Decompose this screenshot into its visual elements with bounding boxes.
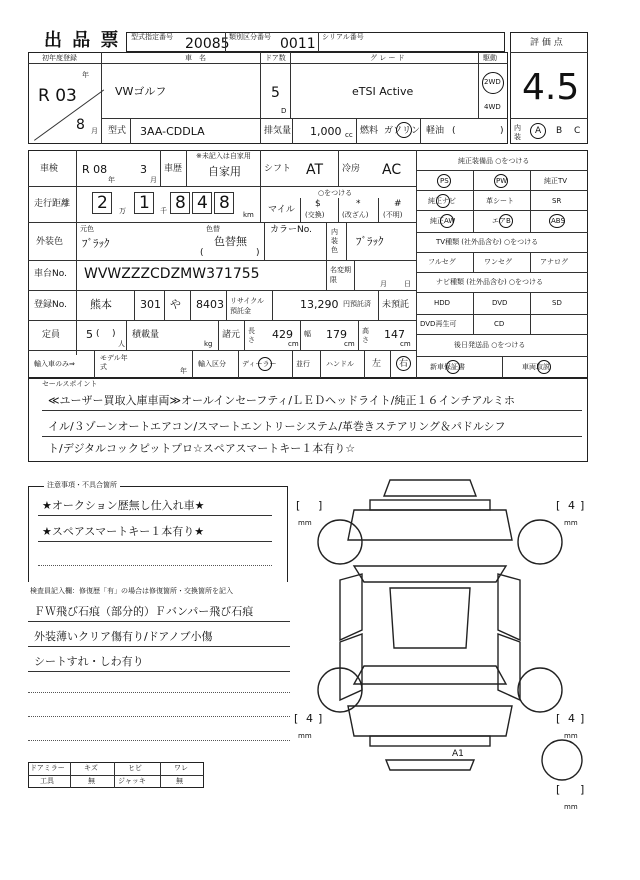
shaken-value: R 08 <box>82 163 108 176</box>
load-label: 積載量 <box>132 330 160 340</box>
first-reg-year: R 03 <box>38 86 77 106</box>
interior-b: B <box>556 126 563 136</box>
equip-airbag-circle <box>499 214 513 228</box>
sales-line-2: イル/３ゾーンオートエアコン/スマートエントリーシステム/革巻きステアリング＆パドルシフ <box>48 420 506 433</box>
month-unit: 月 <box>91 127 98 135</box>
handle-right: 右 <box>399 359 409 369</box>
drive-2wd: 2WD <box>484 78 501 86</box>
reg-area: 熊本 <box>90 298 112 311</box>
dealer-option: ディーラー <box>242 360 277 368</box>
equip-pw-circle <box>494 174 508 188</box>
model-code: 3AA-CDDLA <box>140 125 205 138</box>
navi-sd: SD <box>552 299 562 307</box>
import-label: 輸入車のみ⇒ <box>34 360 75 368</box>
legend-jack-value: 無 <box>176 777 183 785</box>
tire-rr-bracket-close: ] <box>580 712 585 725</box>
notes-line-2: ★スペアスマートキー１本有り★ <box>42 525 205 538</box>
drive-4wd: 4WD <box>484 103 501 111</box>
sales-label: セールスポイント <box>42 380 98 388</box>
left-rear-door <box>340 634 362 700</box>
rename-label: 名変期限 <box>330 266 351 284</box>
tv-oneseg: ワンセグ <box>484 258 512 266</box>
navi-dvd: DVD <box>492 299 508 307</box>
mile-label: マイル <box>268 205 295 215</box>
inspector-line-2: 外装薄いクリア傷有り/ドアノブ小傷 <box>34 630 213 643</box>
swap-symbol: $ <box>315 199 321 209</box>
displacement-value: 1,000 <box>310 125 342 138</box>
equip-pw: PW <box>496 177 508 185</box>
wheel-front-left <box>318 520 362 564</box>
equip-tv: 純正TV <box>544 177 568 185</box>
rename-month: 月 <box>380 280 387 288</box>
class-no: 0011 <box>280 36 316 52</box>
equipment-header: 純正装備品 ○をつける <box>458 157 530 165</box>
door-suffix: D <box>281 107 287 115</box>
mileage-label: 走行距離 <box>34 199 71 209</box>
cooler-label: 冷房 <box>342 164 361 174</box>
grade-label: グ レ ー ド <box>370 54 405 62</box>
shaken-month-unit: 月 <box>150 176 157 184</box>
length-label: 長さ <box>248 327 255 344</box>
color-change-label: 色替 <box>206 225 220 233</box>
car-diagram <box>290 470 630 820</box>
history-value: 自家用 <box>208 165 241 178</box>
legend-tools: 工具 <box>40 777 54 785</box>
equip-airbag: エアB <box>492 217 511 225</box>
left-front-door <box>340 574 362 640</box>
width-label: 幅 <box>304 330 311 338</box>
length-value: 429 <box>272 328 293 341</box>
tire-rl-mm: mm <box>298 732 312 740</box>
notes-label: 注意事項・不具合箇所 <box>44 482 120 489</box>
fuel-circle <box>396 122 412 138</box>
recycle-amount: 13,290 <box>300 298 339 311</box>
equip-aw-circle <box>440 214 454 228</box>
inspector-label: 検査員記入欄：修復歴「有」の場合は修復箇所・交換箇所を記入 <box>30 587 233 595</box>
length-cm: cm <box>288 340 299 348</box>
capacity-value: 5 <box>86 328 93 341</box>
tamper-label: (改ざん) <box>342 211 369 219</box>
damage-mark-a1: A1 <box>452 749 464 759</box>
legend-jack: ジャッキ <box>118 777 146 785</box>
inspector-line-3: シートすれ・しわ有り <box>34 655 144 668</box>
legend-tools-value: 無 <box>88 777 95 785</box>
tire-fl-mm: mm <box>298 519 312 527</box>
type-cert-label: 型式指定番号 <box>131 33 173 41</box>
dealer-circle <box>258 357 272 371</box>
roof-outline <box>384 480 476 496</box>
tire-spare-bracket-close: ] <box>580 783 585 796</box>
car-name-label: 車 名 <box>185 54 206 62</box>
outer-color-label: 外装色 <box>36 237 64 247</box>
inspector-line-1: ＦＷ飛び石痕（部分的）Ｆバンパー飛び石痕 <box>34 605 254 618</box>
regno-label: 登録No. <box>34 300 67 310</box>
light-oil-label: 軽油 <box>426 126 445 136</box>
model-year-label: モデル年式 <box>100 354 128 371</box>
roof-panel <box>390 588 470 648</box>
trunk-outline <box>348 706 512 736</box>
shaken-year-unit: 年 <box>108 176 115 184</box>
tire-rl-bracket: [ <box>294 712 299 725</box>
color-change-value: 色替無 <box>214 235 247 248</box>
color-paren-open: ( <box>200 248 204 258</box>
doors-label: ドア数 <box>265 54 286 62</box>
equip-navi-circle <box>436 194 450 208</box>
legend-scratch: キズ <box>84 764 98 772</box>
cc-unit: cc <box>345 131 353 139</box>
tv-fullseg: フルセグ <box>428 258 456 266</box>
orig-color-label: 元色 <box>80 225 94 233</box>
tire-rr-bracket: [ <box>556 712 561 725</box>
equip-abs-circle <box>549 214 565 228</box>
equip-aw: 純正AW <box>430 217 456 225</box>
height-cm: cm <box>400 340 411 348</box>
interior-a: A <box>535 126 542 136</box>
legend-break: ワレ <box>174 764 188 772</box>
width-value: 179 <box>326 328 347 341</box>
grade-value: eTSI Active <box>352 85 414 98</box>
displacement-label: 排気量 <box>264 126 292 136</box>
light-oil-bracket-open: ( <box>452 126 456 136</box>
tire-fr-value: 4 <box>568 499 575 512</box>
navi-cd: CD <box>494 320 505 328</box>
windshield-outline <box>354 566 506 582</box>
height-value: 147 <box>384 328 405 341</box>
legend-crack: ヒビ <box>128 764 142 772</box>
color-no-label: カラーNo. <box>270 225 312 235</box>
mileage-digit-2: 1 <box>139 193 150 213</box>
fuel-label: 燃料 <box>360 126 379 136</box>
handle-label: ハンドル <box>326 360 354 368</box>
height-label: 高さ <box>362 327 369 344</box>
year-unit: 年 <box>82 71 89 79</box>
reg-number: 8403 <box>196 298 224 311</box>
tire-spare-bracket: [ <box>556 783 561 796</box>
shift-value: AT <box>306 162 324 178</box>
navi-header: ナビ種類 (社外品含む) ○をつける <box>436 278 544 286</box>
history-label: 車歴 <box>164 164 183 174</box>
bumper-rear <box>370 736 490 746</box>
tire-rr-value: 4 <box>568 712 575 725</box>
capacity-paren-open: ( <box>96 329 100 339</box>
reg-kana: や <box>170 298 181 311</box>
tire-fl-bracket-close: ] <box>318 499 323 512</box>
equip-ps: PS <box>440 177 449 185</box>
tamper-symbol: * <box>356 199 361 209</box>
tsukeru-label: ○をつける <box>318 189 353 197</box>
shaken-month-value: 3 <box>140 163 147 176</box>
wheel-front-right <box>518 520 562 564</box>
model-label: 型式 <box>108 126 127 136</box>
later-warranty-circle <box>446 360 460 374</box>
unknown-label: (不明) <box>383 211 403 219</box>
notes-line-1: ★オークション歴無し仕入れ車★ <box>42 499 205 512</box>
inner-color-label: 内装色 <box>331 228 338 254</box>
vin-value: WVWZZZCDZMW371755 <box>84 266 260 282</box>
light-oil-bracket-close: ) <box>500 126 504 136</box>
tire-rr-mm: mm <box>564 732 578 740</box>
serial-label: シリアル番号 <box>322 33 364 41</box>
hood-outline <box>348 510 512 540</box>
man-unit: 万 <box>119 207 126 215</box>
later-manual-circle <box>537 360 551 374</box>
mileage-digit-5: 8 <box>219 193 230 213</box>
tire-fl-bracket: [ <box>296 499 301 512</box>
tire-fr-mm: mm <box>564 519 578 527</box>
car-name: VWゴルフ <box>115 85 167 98</box>
recycle-label: リサイクル預託金 <box>230 297 265 315</box>
handle-left: 左 <box>372 359 382 369</box>
parallel-option: 並行 <box>296 360 310 368</box>
reg-class: 301 <box>140 298 161 311</box>
rear-window-outline <box>354 666 506 684</box>
kg-unit: kg <box>204 340 213 348</box>
recycle-unit: 円預託済 <box>343 300 371 308</box>
type-cert-no: 20085 <box>185 36 230 52</box>
sales-line-1: ≪ユーザー買取入庫車両≫オールインセーフティ/ＬＥＤヘッドライト/純正１６インチアルミホ <box>48 394 516 407</box>
first-reg-month: 8 <box>76 117 85 133</box>
equip-abs: ABS <box>551 217 565 225</box>
equip-navi: 純正ナビ <box>428 197 456 205</box>
sen-unit: 千 <box>160 207 167 215</box>
class-label: 類別区分番号 <box>229 33 271 41</box>
cooler-value: AC <box>382 162 402 178</box>
doors-value: 5 <box>271 85 280 101</box>
tire-rl-value: 4 <box>306 712 313 725</box>
swap-label: (交換) <box>305 211 325 219</box>
mileage-digit-1: 2 <box>97 193 108 213</box>
unpaid-label: 未預託 <box>382 300 410 310</box>
mileage-digit-3: 8 <box>175 193 186 213</box>
inner-color: ﾌﾞﾗｯｸ <box>356 235 384 248</box>
wheel-spare <box>542 740 582 780</box>
equip-ps-circle <box>437 174 451 188</box>
capacity-paren-close: ) <box>112 329 116 339</box>
tire-rl-bracket-close: ] <box>318 712 323 725</box>
navi-dvd-play: DVD再生可 <box>420 320 457 328</box>
vin-label: 車台No. <box>34 269 67 279</box>
rename-day: 日 <box>404 280 411 288</box>
outer-color: ﾌﾞﾗｯｸ <box>82 237 110 250</box>
color-paren-close: ) <box>256 248 260 258</box>
drive-label: 駆動 <box>483 54 497 62</box>
first-reg-label: 初年度登録 <box>42 54 77 62</box>
person-unit: 人 <box>118 340 125 348</box>
import-class-label: 輸入区分 <box>198 360 226 368</box>
width-cm: cm <box>344 340 355 348</box>
later-warranty: 新車保証書 <box>430 363 465 371</box>
later-manual: 車両取説 <box>522 363 550 371</box>
km-unit: km <box>243 211 254 219</box>
shift-label: シフト <box>264 164 292 174</box>
history-note: ※未記入は自家用 <box>196 152 251 160</box>
rear-panel <box>386 760 474 770</box>
interior-c: C <box>574 126 581 136</box>
score-value: 4.5 <box>522 67 580 108</box>
form-title: 出 品 票 <box>44 30 121 51</box>
right-front-door <box>498 574 520 640</box>
equip-sr: SR <box>552 197 562 205</box>
tv-analog: アナログ <box>540 258 568 266</box>
later-header: 後日発送品 ○をつける <box>454 341 526 349</box>
bumper-front <box>370 500 490 510</box>
equip-leather: 革シート <box>486 197 514 205</box>
legend-mirror: ドアミラー <box>30 764 65 772</box>
tire-fr-bracket: [ <box>556 499 561 512</box>
mileage-digit-4: 4 <box>197 193 208 213</box>
shaken-label: 車検 <box>40 164 59 174</box>
score-label: 評 価 点 <box>530 38 563 48</box>
wheel-rear-right <box>518 668 562 712</box>
tv-header: TV種類 (社外品含む) ○をつける <box>436 238 539 246</box>
capacity-label: 定員 <box>42 330 61 340</box>
unknown-symbol: # <box>394 199 402 209</box>
fuel-gasoline: ガソリン <box>384 126 421 136</box>
size-label: 諸元 <box>222 330 241 340</box>
right-rear-door <box>498 634 520 700</box>
tire-fr-bracket-close: ] <box>580 499 585 512</box>
model-year-unit: 年 <box>180 367 187 375</box>
interior-label: 内装 <box>514 124 521 141</box>
sales-line-3: ト/デジタルコックピットプロ☆スペアスマートキー１本有り☆ <box>48 442 356 455</box>
navi-hdd: HDD <box>434 299 451 307</box>
tire-spare-mm: mm <box>564 803 578 811</box>
